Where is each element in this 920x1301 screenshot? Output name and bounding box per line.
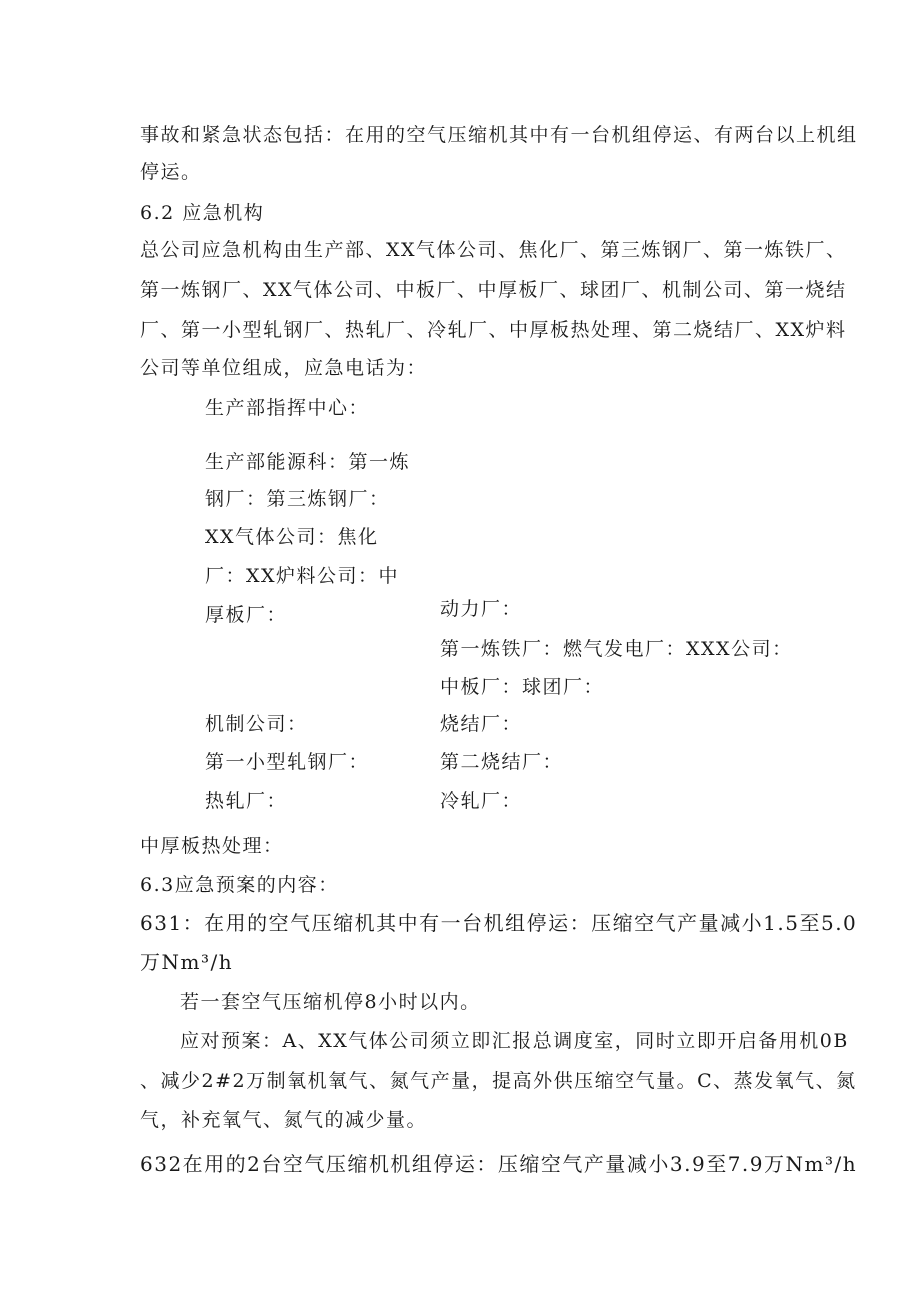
- item-631-condition: 若一套空气压缩机停8小时以内。: [180, 991, 481, 1013]
- phone-row-1-right: 烧结厂：: [440, 713, 523, 735]
- phone-right-line-2: 第一炼铁厂：燃气发电厂：XXX公司：: [440, 638, 793, 660]
- phone-right-line-1: 动力厂：: [440, 598, 523, 620]
- phone-row-2-left: 第一小型轧钢厂：: [205, 751, 370, 773]
- phone-row-3-left: 热轧厂：: [205, 790, 288, 812]
- item-631-plan-line-3: 气，补充氧气、氮气的减少量。: [140, 1109, 428, 1131]
- item-631-line-2: 万Nm³/h: [140, 950, 234, 974]
- section-6-2-line-2: 第一炼钢厂、XX气体公司、中板厂、中厚板厂、球团厂、机制公司、第一烧结: [140, 279, 847, 301]
- intro-line-1: 事故和紧急状态包括：在用的空气压缩机其中有一台机组停运、有两台以上机组: [140, 124, 858, 146]
- command-center-phone: 生产部指挥中心：: [205, 397, 370, 419]
- item-631-line-1: 631：在用的空气压缩机其中有一台机组停运：压缩空气产量减小1.5至5.0: [140, 911, 858, 935]
- phone-last-line: 中厚板热处理：: [140, 835, 284, 857]
- section-6-2-line-4: 公司等单位组成，应急电话为：: [140, 357, 428, 379]
- item-631-plan-line-1: 应对预案：A、XX气体公司须立即汇报总调度室，同时立即开启备用机0B: [180, 1030, 849, 1052]
- section-6-2-line-3: 厂、第一小型轧钢厂、热轧厂、冷轧厂、中厚板热处理、第二烧结厂、XX炉料: [140, 319, 847, 341]
- phone-left-line-1: 生产部能源科：第一炼: [205, 451, 411, 473]
- item-632-line: 632在用的2台空气压缩机机组停运：压缩空气产量减小3.9至7.9万Nm³/h: [140, 1152, 858, 1176]
- phone-left-line-5: 厚板厂：: [205, 604, 288, 626]
- phone-right-line-3: 中板厂：球团厂：: [440, 676, 605, 698]
- phone-left-line-3: XX气体公司：焦化: [205, 526, 379, 548]
- section-6-2-line-1: 总公司应急机构由生产部、XX气体公司、焦化厂、第三炼钢厂、第一炼铁厂、: [140, 239, 847, 261]
- phone-row-3-right: 冷轧厂：: [440, 790, 523, 812]
- section-6-3-heading: 6.3应急预案的内容：: [140, 874, 339, 896]
- phone-left-line-4: 厂：XX炉料公司：中: [205, 565, 400, 587]
- phone-left-line-2: 钢厂：第三炼钢厂：: [205, 488, 390, 510]
- phone-row-2-right: 第二烧结厂：: [440, 751, 564, 773]
- phone-row-1-left: 机制公司：: [205, 713, 308, 735]
- section-6-2-heading: 6.2 应急机构: [140, 202, 265, 224]
- intro-line-2: 停运。: [140, 161, 202, 183]
- item-631-plan-line-2: 、减少2#2万制氧机氧气、氮气产量，提高外供压缩空气量。C、蒸发氧气、氮: [140, 1070, 857, 1092]
